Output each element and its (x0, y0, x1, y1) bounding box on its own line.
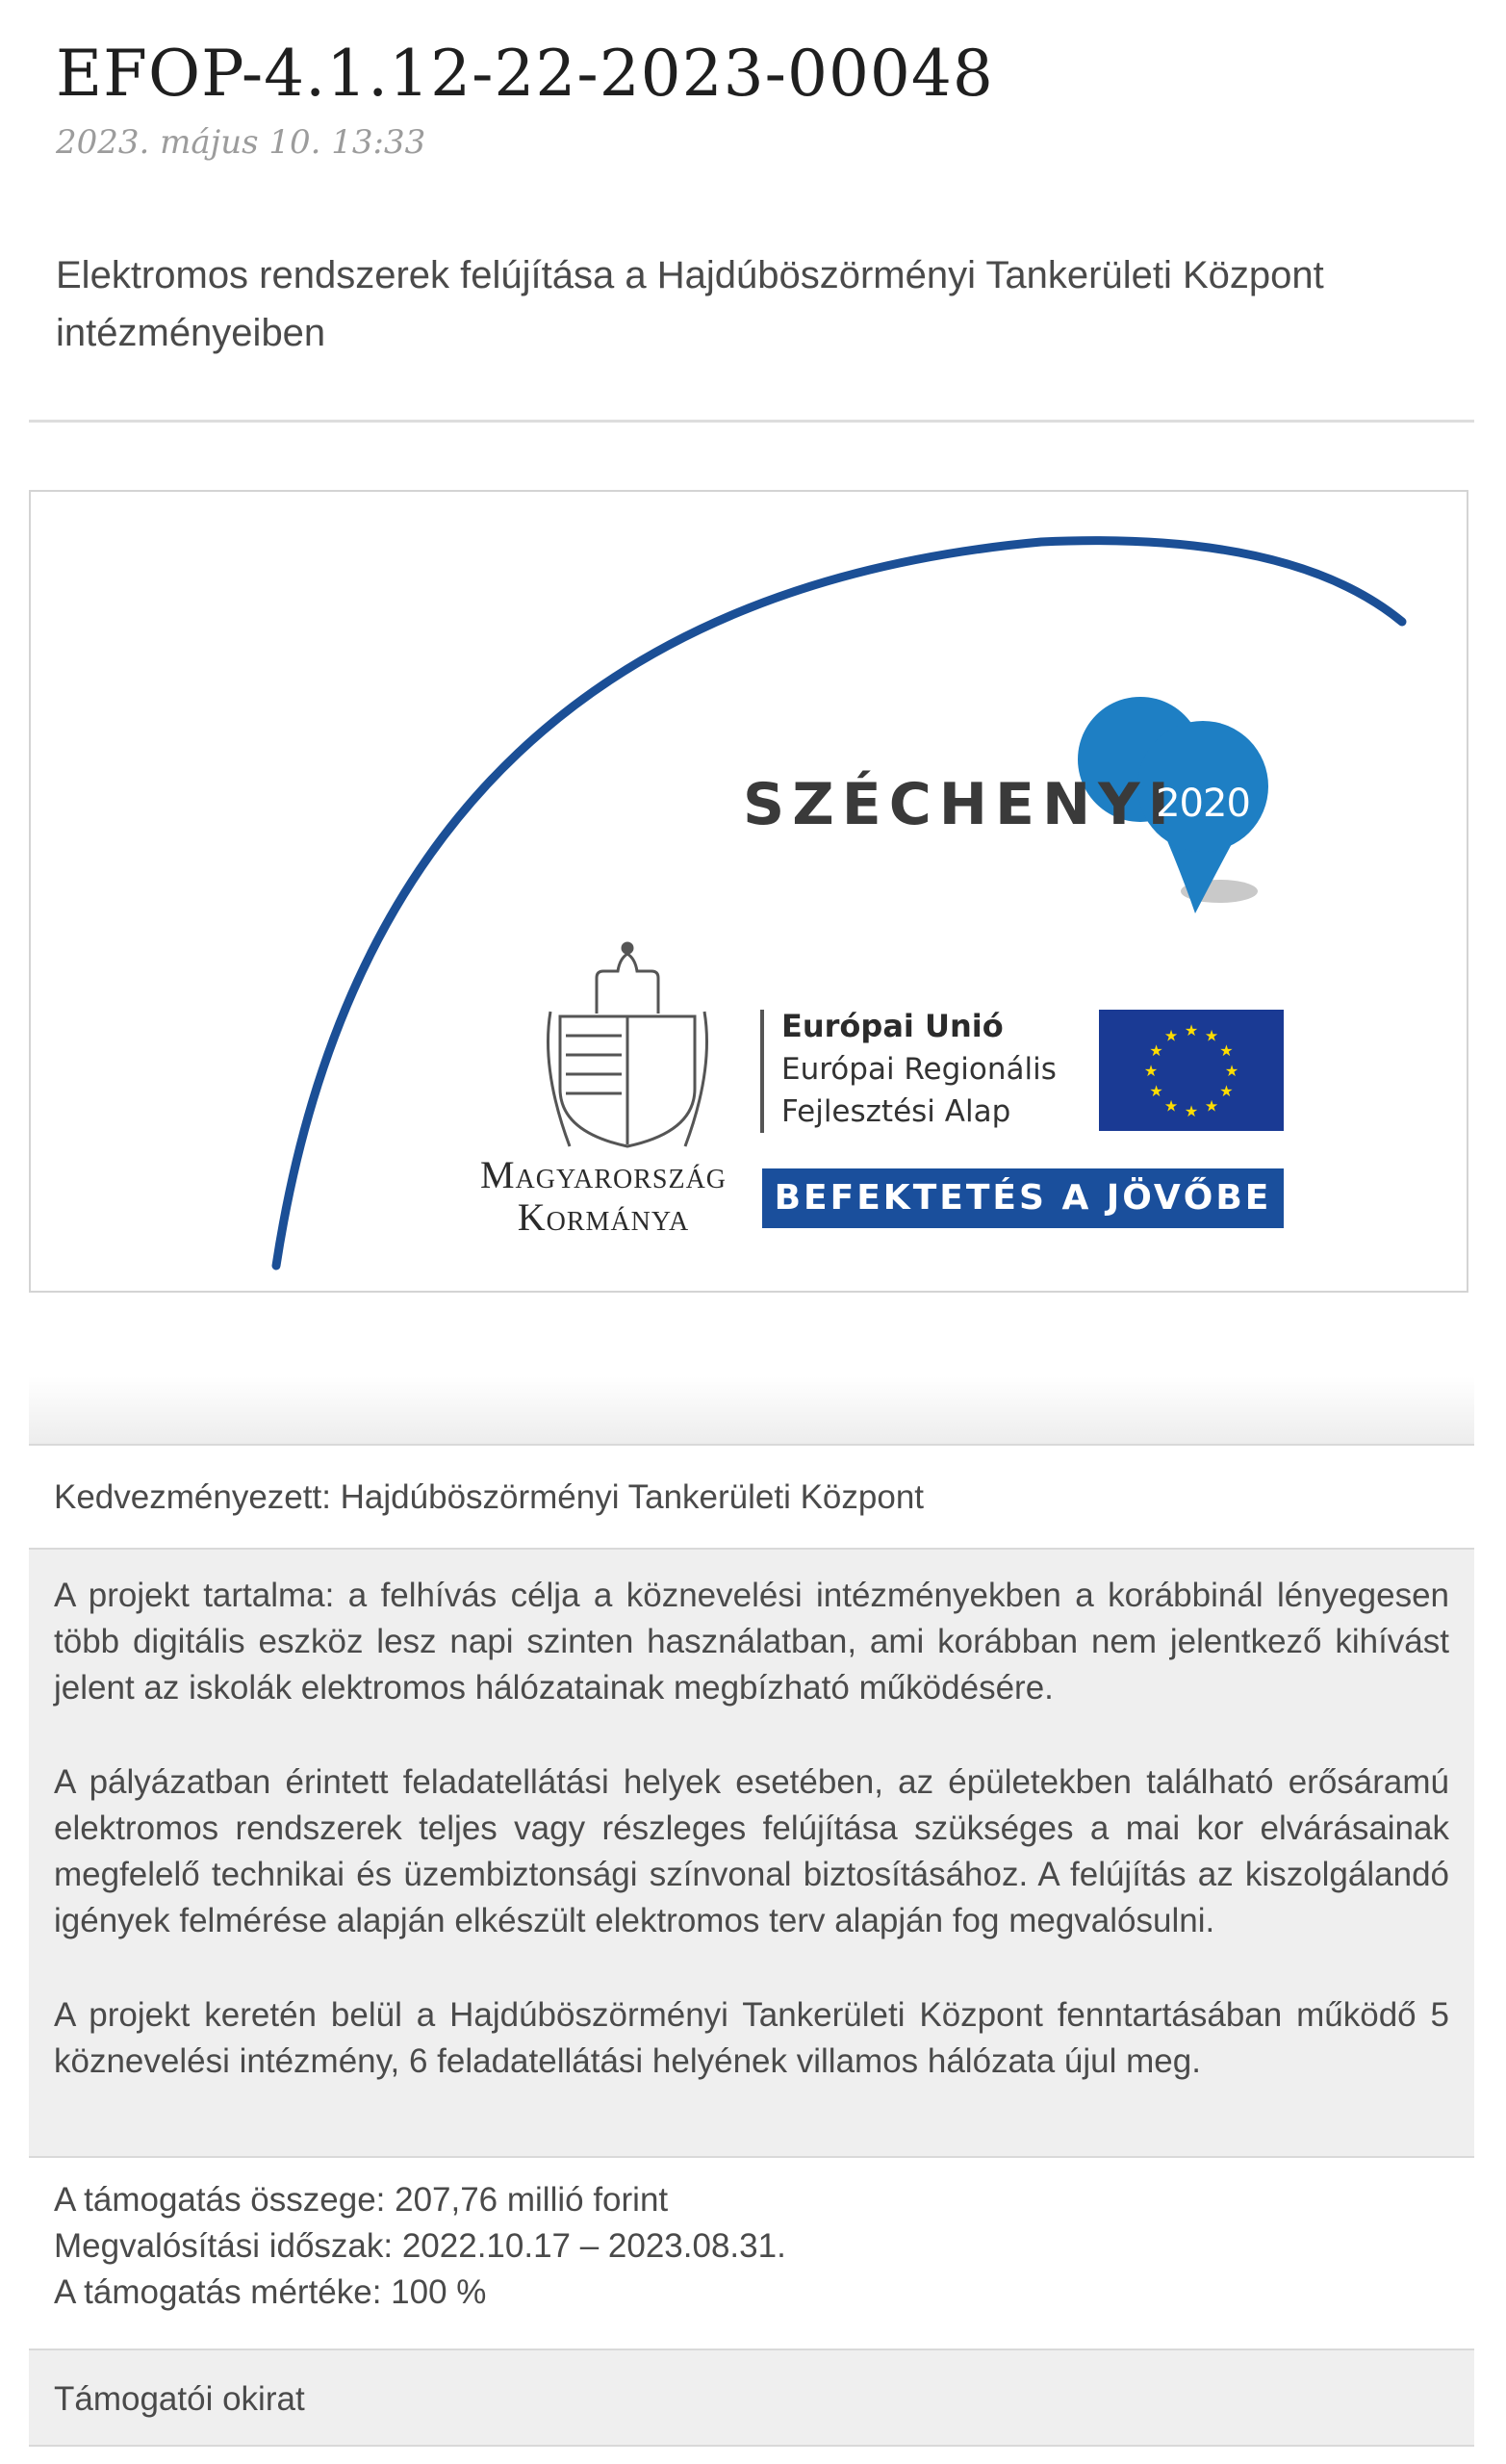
funding-rate: A támogatás mértéke: 100 % (54, 2273, 487, 2311)
eu-label-2: Európai Regionális (781, 1052, 1057, 1087)
government-label (459, 1154, 748, 1239)
eu-star-icon: ★ (1204, 1028, 1219, 1045)
government-line-1: Magyarország (479, 1153, 727, 1196)
eu-star-icon: ★ (1219, 1043, 1234, 1060)
implementation-period: Megvalósítási időszak: 2022.10.17 – 2023.08.31. (54, 2227, 786, 2265)
eu-star-icon: ★ (1143, 1064, 1159, 1080)
eu-star-icon: ★ (1184, 1023, 1199, 1040)
page-title: EFOP-4.1.12-22-2023-00048 (56, 37, 994, 111)
divider (29, 420, 1474, 423)
eu-star-icon: ★ (1219, 1084, 1234, 1100)
content-paragraph: A projekt tartalma: a felhívás célja a köznevelési intézményekben a korábbinál lényegesen több digitális eszköz lesz napi szinten használatban, ami korábban nem jelentkező kihívást jelent az iskolák elektromos hálózatainak megbízható működésére. (54, 1577, 1449, 1707)
shadow-band (29, 1376, 1474, 1444)
funding-info-row (29, 2156, 1474, 2348)
content-paragraph: A pályázatban érintett feladatellátási helyek esetében, az épületekben található erősáramú elektromos rendszerek teljes vagy részleges felújítása szükséges a mai kor elvárásainak megfelelő technikai és üzembiztonsági színvonal biztosításához. A felújítás az kiszolgálandó igények felmérése alapján elkészült elektromos terv alapján fog megvalósulni. (54, 1763, 1449, 1939)
funding-logo-panel (29, 490, 1468, 1293)
eu-separator (760, 1010, 764, 1133)
eu-star-icon: ★ (1204, 1098, 1219, 1116)
content-paragraph: A projekt keretén belül a Hajdúböszörményi Tankerületi Központ fenntartásában működő 5 köznevelési intézmény, 6 feladatellátási helyének villamos hálózata újul meg. (54, 1996, 1449, 2080)
eu-star-icon: ★ (1163, 1028, 1179, 1045)
pin-year-label: 2020 (1156, 782, 1250, 826)
eu-label-1: Európai Unió (781, 1008, 1004, 1044)
support-document-link[interactable]: Támogatói okirat (29, 2348, 1474, 2447)
beneficiary-row: Kedvezményezett: Hajdúböszörményi Tankerületi Központ (29, 1444, 1474, 1548)
szechenyi-wordmark: SZÉCHENYI (743, 771, 1177, 838)
eu-star-icon: ★ (1163, 1098, 1179, 1116)
eu-label-3: Fejlesztési Alap (781, 1094, 1011, 1129)
government-line-2: Kormánya (517, 1195, 690, 1239)
blue-arc (276, 541, 1402, 1266)
eu-star-icon: ★ (1149, 1043, 1163, 1060)
eu-star-icon: ★ (1184, 1104, 1199, 1120)
eu-star-icon: ★ (1149, 1084, 1163, 1100)
project-subtitle: Elektromos rendszerek felújítása a Hajdúböszörményi Tankerületi Központ intézményeiben (56, 254, 1324, 354)
project-content-row (29, 1548, 1474, 2156)
post-date: 2023. május 10. 13:33 (56, 123, 426, 162)
funding-amount: A támogatás összege: 207,76 millió forint (54, 2181, 669, 2219)
eu-star-icon: ★ (1224, 1064, 1239, 1080)
coat-of-arms-icon (549, 943, 707, 1146)
invest-banner: BEFEKTETÉS A JÖVŐBE (762, 1168, 1284, 1228)
